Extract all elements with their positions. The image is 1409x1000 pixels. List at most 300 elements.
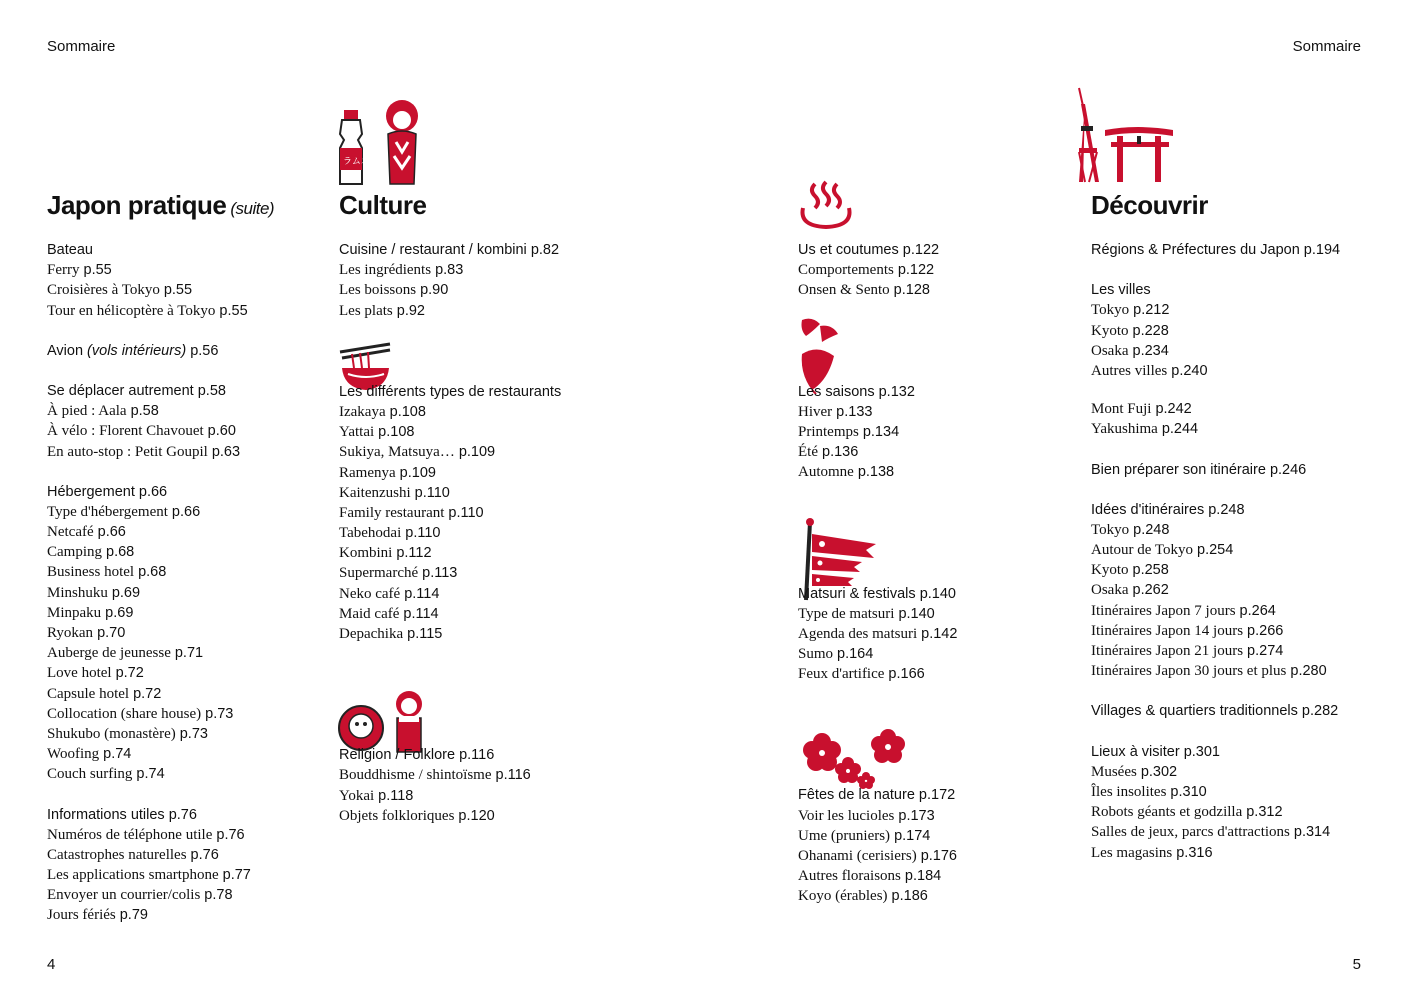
toc-page-number: p.76 [216,826,245,843]
toc-page-number: p.60 [207,423,236,440]
toc-entry-text: Supermarché [339,565,419,582]
toc-heading-note: (vols intérieurs) [87,342,187,359]
toc-entry [339,442,561,462]
toc-entry-text: Tokyo [1091,302,1130,319]
toc-page-number: p.138 [857,464,895,481]
toc-entry [1091,300,1340,320]
toc-page-number: p.282 [1301,703,1339,720]
toc-entry [339,301,561,321]
toc-entry [339,806,561,826]
toc-heading [1091,460,1340,480]
toc-entry-text: Bouddhisme / shintoïsme [339,767,492,784]
toc-page-number: p.110 [405,525,441,542]
toc-entry [47,442,274,462]
toc-entry [798,866,957,886]
toc-page-number: p.66 [138,483,168,500]
toc-entry-text: Netcafé [47,524,94,541]
toc-heading [47,482,274,502]
toc-page-number: p.69 [111,584,141,601]
toc-page-number: p.72 [133,685,162,702]
toc-page-number: p.184 [904,868,942,885]
toc-entry-text: Ryokan [47,625,94,641]
toc-entry [1091,822,1340,842]
toc-entry [1091,520,1340,540]
toc-entry-text: Les magasins [1091,844,1173,861]
toc-page-number: p.301 [1183,743,1220,760]
toc-entry-text: Collocation (share house) [47,705,202,722]
svg-text:ラムネ: ラムネ [343,157,370,167]
toc-page-number: p.240 [1171,362,1208,379]
toc-page-number: p.71 [174,645,204,662]
toc-heading-text: Se déplacer autrement [47,382,194,399]
toc-entry [47,845,274,865]
column-decouvrir [1091,188,1340,863]
toc-entry [47,865,274,885]
toc-entry-text: Ume (pruniers) [798,827,891,844]
toc-entry [47,643,274,663]
toc-entry [47,522,274,542]
toc-page-number: p.140 [898,605,935,622]
header-right: Sommaire [1292,38,1361,55]
toc-entry [339,280,561,300]
toc-page-number: p.264 [1239,602,1276,619]
toc-entry-text: Type de matsuri [798,605,895,622]
toc-page-number: p.142 [921,625,958,642]
toc-entry [798,846,957,866]
toc-page-number: p.176 [920,848,957,864]
toc-entry-text: Neko café [339,585,401,602]
column-culture-continued [798,240,957,907]
toc-heading-text: Bien préparer son itinéraire [1091,461,1266,478]
toc-entry [47,542,274,562]
toc-entry [339,422,561,442]
toc-entry [1091,782,1340,802]
toc-page-number: p.70 [97,625,126,641]
toc-page-number: p.113 [422,565,458,582]
toc-entry [1091,762,1340,782]
toc-entry [47,401,274,421]
toc-page-number: p.74 [103,746,132,763]
toc-page-number: p.74 [136,766,165,783]
toc-entry [47,421,274,441]
toc-page-number: p.116 [495,767,531,784]
toc-page-number: p.83 [435,262,464,279]
toc-entry [339,260,561,280]
toc-page-number: p.109 [399,464,436,481]
section-title-text: Japon pratique [47,190,227,220]
toc-entry-text: Été [798,444,818,461]
toc-page-number: p.254 [1197,542,1234,559]
toc-heading [798,240,957,260]
toc-entry-text: Shukubo (monastère) [47,725,176,742]
toc-entry-text: Osaka [1091,342,1129,359]
toc-entry [339,624,561,644]
toc-entry [1091,399,1340,419]
toc-page-number: p.280 [1290,663,1327,680]
toc-entry-text: Numéros de téléphone utile [47,826,213,843]
toc-heading-text: Lieux à visiter [1091,743,1180,760]
toc-entry-text: Itinéraires Japon 30 jours et plus [1091,663,1287,680]
toc-entry-text: Jours fériés [47,907,116,924]
toc-entry-text: Maid café [339,605,400,622]
toc-page-number: p.58 [197,382,226,399]
toc-entry-text: Depachika [339,626,404,642]
toc-entry-text: Salles de jeux, parcs d'attractions [1091,824,1290,841]
toc-page-number: p.63 [211,443,241,460]
toc-page-number: p.212 [1133,302,1170,319]
toc-entry [47,885,274,905]
toc-entry-text: Printemps [798,423,859,440]
toc-page-number: p.136 [822,444,859,461]
column-japon-pratique [47,188,274,926]
toc-entry [47,562,274,582]
toc-heading-text: Idées d'itinéraires [1091,501,1205,518]
toc-page-number: p.248 [1208,501,1245,518]
toc-page-number: p.114 [404,585,440,602]
toc-heading [339,240,561,260]
toc-entry [1091,361,1340,381]
toc-page-number: p.55 [219,302,248,319]
toc-page-number: p.78 [204,887,233,904]
toc-entry [798,644,957,664]
toc-entry [798,442,957,462]
toc-heading [1091,240,1340,260]
toc-entry [47,603,274,623]
toc-heading [1091,701,1340,721]
toc-entry [339,563,561,583]
toc-page-number: p.82 [530,242,560,258]
toc-page-number: p.108 [389,403,426,420]
toc-entry-text: Objets folkloriques [339,807,455,824]
toc-page-number: p.186 [891,888,928,905]
toc-page-number: p.108 [378,424,415,441]
toc-entry-text: Les boissons [339,282,417,299]
toc-entry-text: À vélo : Florent Chavouet [47,423,204,440]
toc-entry-text: Kyoto [1091,562,1129,579]
toc-page-number: p.58 [130,403,159,420]
toc-entry-text: Les applications smartphone [47,867,219,884]
toc-page-number: p.72 [115,665,144,682]
toc-heading [47,805,274,825]
toc-entry [47,825,274,845]
toc-entry [798,624,957,644]
toc-page-number: p.128 [893,282,930,299]
toc-entry [339,604,561,624]
toc-entry [1091,601,1340,621]
toc-page-number: p.258 [1132,562,1169,579]
toc-entry-text: Autres villes [1091,362,1168,379]
toc-entry [47,583,274,603]
toc-entry-text: Kombini [339,545,393,562]
toc-heading [339,745,561,765]
toc-entry-text: Robots géants et godzilla [1091,804,1243,821]
toc-page-number: p.174 [894,827,931,844]
toc-entry [339,463,561,483]
toc-page-number: p.73 [179,725,208,742]
toc-entry [339,483,561,503]
toc-page-number: p.246 [1269,461,1307,478]
toc-entry [47,623,274,643]
toc-entry-text: Minpaku [47,604,102,621]
toc-entry [339,786,561,806]
toc-page-number: p.66 [97,524,126,541]
toc-entry [1091,621,1340,641]
toc-entry [1091,341,1340,361]
toc-entry [1091,580,1340,600]
toc-page-number: p.122 [897,262,935,279]
toc-entry-text: Kaitenzushi [339,484,411,501]
toc-entry-text: Type d'hébergement [47,503,168,520]
toc-entry [798,664,957,684]
toc-entry-text: Minshuku [47,584,108,601]
toc-entry-text: Autour de Tokyo [1091,542,1193,559]
toc-page-number: p.132 [878,383,915,400]
toc-heading-text: Les différents types de restaurants [339,383,562,400]
toc-entry-text: Tabehodai [339,525,402,542]
toc-entry-text: Voir les lucioles [798,807,895,824]
toc-heading [1091,742,1340,762]
toc-heading-text: Bateau [47,242,93,258]
toc-page-number: p.112 [396,545,432,562]
toc-entry-text: Les plats [339,302,393,319]
toc-entry [1091,641,1340,661]
toc-entry-text: Auberge de jeunesse [47,645,171,662]
toc-page-number: p.244 [1161,421,1199,438]
toc-page-number: p.120 [458,807,495,824]
toc-page-number: p.122 [902,242,940,258]
toc-page-number: p.79 [119,907,148,924]
toc-page-number: p.73 [205,705,234,722]
page-number-right: 5 [1352,956,1361,973]
toc-entry-text: Envoyer un courrier/colis [47,887,201,904]
toc-entry [798,462,957,482]
toc-entry [339,402,561,422]
toc-entry-text: Yokai [339,787,375,804]
toc-page-number: p.110 [448,504,484,521]
toc-page-number: p.274 [1247,643,1284,659]
toc-page-number: p.310 [1170,783,1207,800]
toc-entry [339,523,561,543]
toc-heading-text: Avion [47,342,84,359]
toc-entry-text: En auto-stop : Petit Goupil [47,443,208,460]
column-culture [339,188,561,826]
toc-page-number: p.262 [1132,582,1169,599]
toc-entry [1091,321,1340,341]
toc-heading-text: Us et coutumes [798,242,899,258]
toc-page-number: p.228 [1132,322,1169,339]
toc-heading-text: Hébergement [47,483,135,500]
toc-page-number: p.266 [1247,622,1284,639]
toc-entry-text: Tour en hélicoptère à Tokyo [47,302,216,319]
toc-page-number: p.164 [837,646,874,663]
toc-page-number: p.69 [105,604,134,621]
toc-entry-text: Capsule hotel [47,685,130,702]
toc-page-number: p.55 [163,282,193,299]
toc-heading [47,381,274,401]
toc-entry [47,704,274,724]
toc-page-number: p.194 [1303,242,1341,258]
toc-heading-text: Matsuri & festivals [798,585,916,602]
toc-page-number: p.114 [403,605,439,622]
toc-entry-text: Itinéraires Japon 14 jours [1091,622,1244,639]
toc-page-number: p.133 [836,403,873,420]
toc-heading [798,382,957,402]
toc-entry-text: Îles insolites [1091,783,1167,800]
toc-entry [1091,802,1340,822]
toc-heading-text: Les villes [1091,282,1151,299]
toc-page-number: p.314 [1293,824,1331,841]
toc-entry-text: Les ingrédients [339,262,432,279]
toc-entry-text: Itinéraires Japon 21 jours [1091,643,1244,659]
toc-page-number: p.110 [414,484,450,501]
toc-entry-text: Ohanami (cerisiers) [798,848,917,864]
toc-entry [47,724,274,744]
toc-heading-text: Régions & Préfectures du Japon [1091,242,1300,258]
toc-entry [339,584,561,604]
toc-page-number: p.172 [918,787,956,804]
toc-page-number: p.68 [106,544,135,561]
toc-heading-text: Fêtes de la nature [798,787,915,804]
section-title-suffix: (suite) [230,199,275,218]
toc-page-number: p.316 [1176,844,1213,861]
toc-entry [798,422,957,442]
toc-entry [339,503,561,523]
toc-heading [47,341,274,361]
onsen-icon [797,180,857,230]
toc-entry-text: Croisières à Tokyo [47,282,160,299]
toc-page-number: p.173 [898,807,935,824]
toc-page-number: p.55 [83,262,112,279]
toc-heading [339,382,561,402]
toc-heading-text: Les saisons [798,383,875,400]
toc-entry [47,684,274,704]
toc-page-number: p.76 [190,846,219,863]
toc-heading [1091,280,1340,300]
toc-page-number: p.134 [862,423,900,440]
toc-page-number: p.92 [396,302,425,319]
toc-heading [798,785,957,805]
header-left: Sommaire [47,38,116,55]
toc-page-number: p.312 [1246,804,1283,821]
toc-page-number: p.90 [420,282,449,299]
toc-heading-text: Informations utiles [47,806,165,823]
toc-entry [798,826,957,846]
toc-entry-text: Izakaya [339,403,386,420]
toc-entry [339,543,561,563]
toc-entry [47,280,274,300]
toc-page-number: p.115 [407,626,443,642]
toc-entry [339,765,561,785]
toc-heading [47,240,274,260]
toc-entry [47,260,274,280]
toc-entry-text: Automne [798,464,854,481]
toc-entry [47,764,274,784]
toc-entry-text: Ferry [47,262,80,279]
toc-entry [47,301,274,321]
toc-entry-text: Couch surfing [47,766,133,783]
toc-entry-text: Woofing [47,746,100,763]
toc-entry-text: Catastrophes naturelles [47,846,187,863]
toc-page-number: p.68 [138,564,167,581]
toc-entry-text: Camping [47,544,102,561]
toc-page-number: p.109 [458,444,496,461]
toc-entry-text: Agenda des matsuri [798,625,918,642]
toc-page-number: p.66 [171,503,201,520]
toc-entry-text: Mont Fuji [1091,401,1152,418]
toc-entry-text: Feux d'artifice [798,666,885,683]
tokyo-tower-torii-icon [1075,86,1175,186]
toc-entry [798,260,957,280]
toc-page-number: p.76 [168,806,197,823]
toc-entry-text: Love hotel [47,665,112,682]
toc-entry-text: Autres floraisons [798,868,901,885]
section-title: Découvrir [1091,190,1208,220]
toc-entry [47,663,274,683]
toc-entry-text: Yattai [339,424,375,441]
section-title: Culture [339,190,427,220]
toc-entry-text: Family restaurant [339,504,445,521]
toc-entry-text: Yakushima [1091,421,1158,438]
toc-entry [47,744,274,764]
toc-heading [1091,500,1340,520]
toc-entry-text: Kyoto [1091,322,1129,339]
toc-heading-text: Villages & quartiers traditionnels [1091,703,1298,720]
toc-entry [1091,560,1340,580]
toc-page-number: p.302 [1140,763,1178,780]
toc-entry-text: Hiver [798,403,833,420]
toc-entry [798,604,957,624]
toc-entry-text: À pied : Aala [47,403,127,420]
toc-entry [1091,843,1340,863]
toc-entry-text: Musées [1091,763,1137,780]
toc-page-number: p.248 [1133,521,1170,538]
toc-page-number: p.118 [378,787,414,804]
toc-page-number: p.77 [222,867,251,884]
toc-entry-text: Koyo (érables) [798,888,888,905]
toc-page-number: p.166 [888,666,925,683]
toc-entry-text: Onsen & Sento [798,282,890,299]
toc-page-number: p.56 [190,342,219,359]
toc-entry-text: Sukiya, Matsuya… [339,444,455,461]
toc-entry-text: Tokyo [1091,521,1130,538]
toc-page-number: p.140 [919,585,956,602]
toc-entry [798,886,957,906]
toc-page-number: p.234 [1132,342,1169,359]
page-number-left: 4 [47,956,56,973]
toc-heading-text: Religion / Folklore [339,747,456,764]
toc-entry-text: Osaka [1091,582,1129,599]
toc-entry-text: Business hotel [47,564,135,581]
toc-heading [798,584,957,604]
toc-heading-text: Cuisine / restaurant / kombini [339,242,527,258]
section-title [47,188,274,222]
toc-entry [1091,419,1340,439]
toc-entry [47,502,274,522]
toc-entry [798,806,957,826]
ramune-kokeshi-icon [336,98,426,188]
toc-entry [47,905,274,925]
toc-entry-text: Comportements [798,262,894,279]
toc-entry [1091,661,1340,681]
toc-entry-text: Itinéraires Japon 7 jours [1091,602,1236,619]
toc-entry [798,280,957,300]
toc-entry [798,402,957,422]
toc-entry [1091,540,1340,560]
toc-entry-text: Ramenya [339,464,396,481]
toc-page-number: p.116 [459,747,495,764]
toc-entry-text: Sumo [798,646,834,663]
toc-page-number: p.242 [1155,401,1192,418]
